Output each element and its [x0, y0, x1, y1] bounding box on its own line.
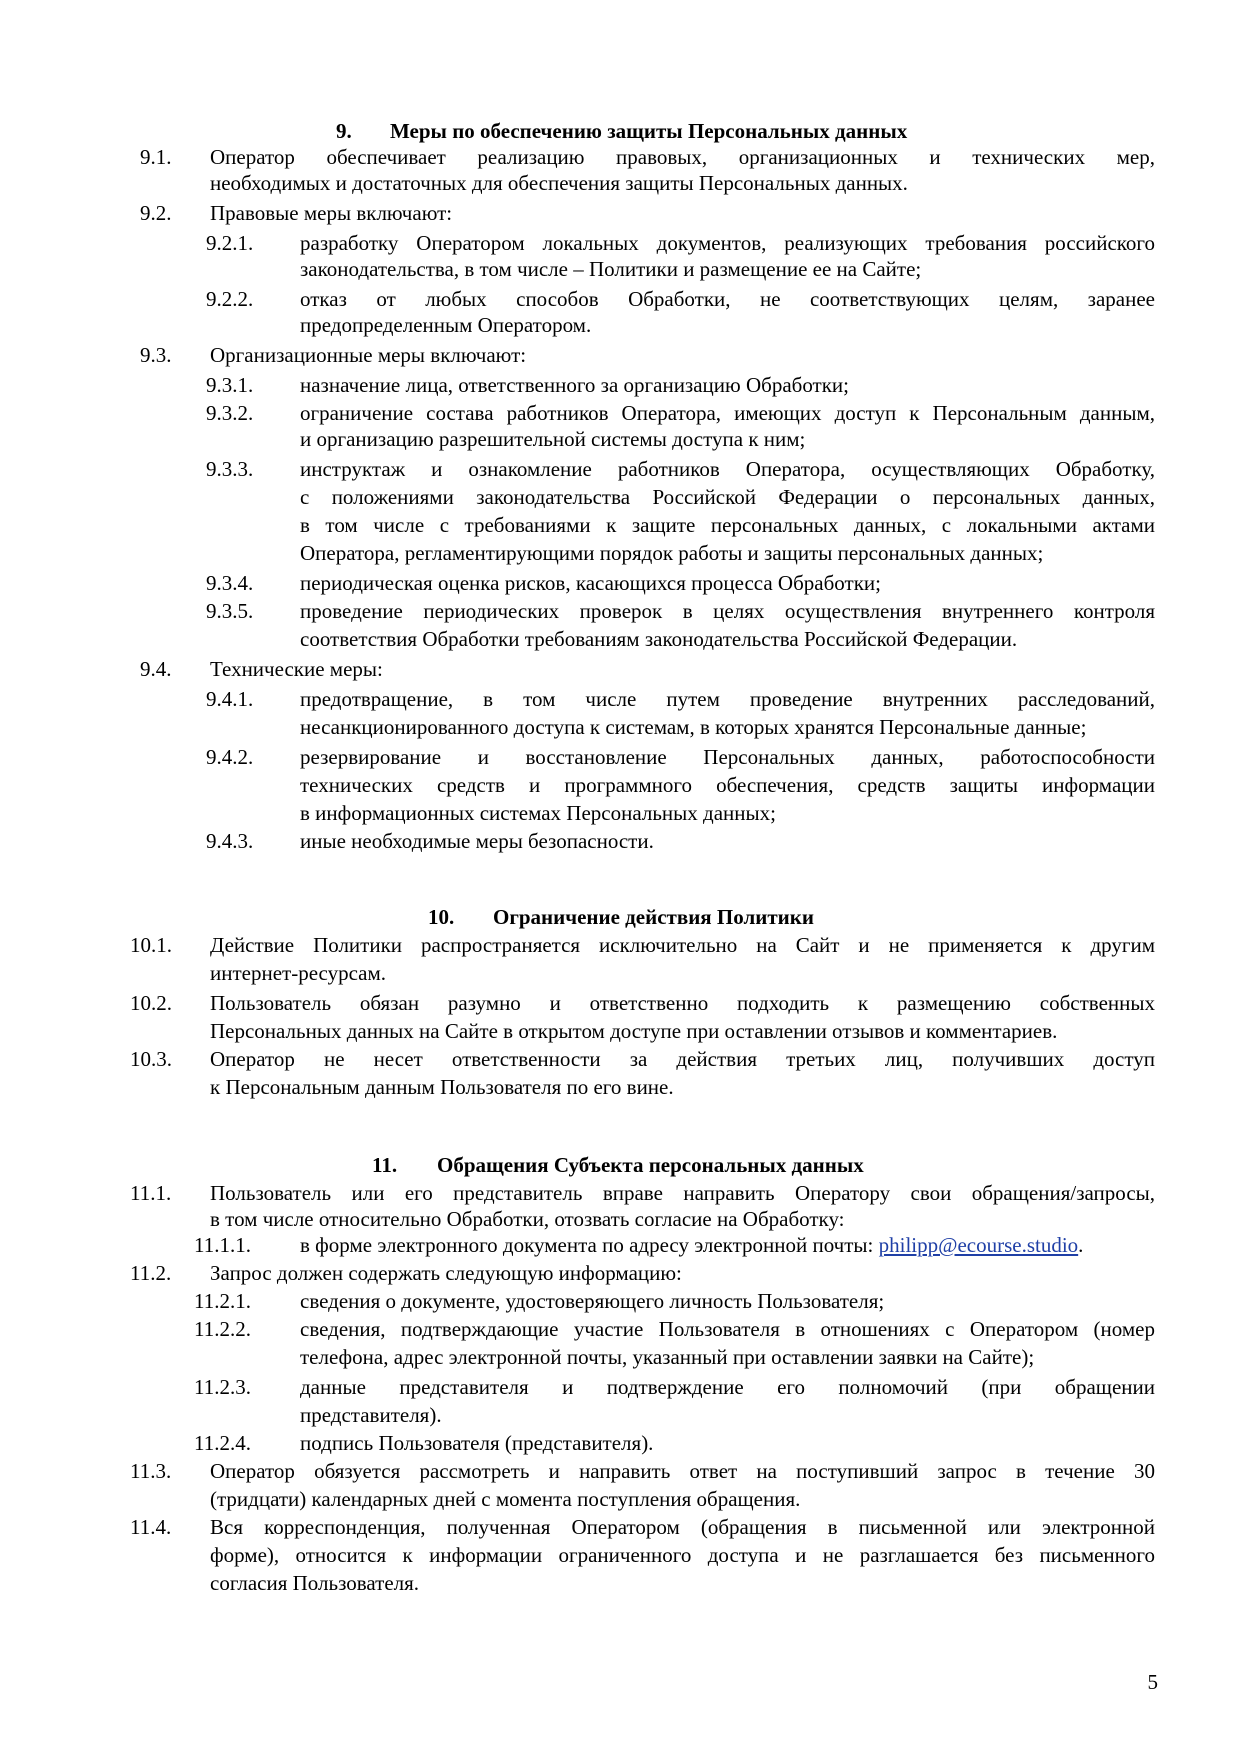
- clause-9-1: [0, 144, 1241, 170]
- clause-9-4-2: [0, 744, 1241, 770]
- clause-11-2-3-cont: [0, 1402, 1241, 1428]
- clause-9-2: [0, 200, 1241, 226]
- clause-text: Запрос должен содержать следующую информацию:: [210, 1261, 682, 1285]
- clause-text: Правовые меры включают:: [210, 201, 453, 225]
- clause-text: интернет-ресурсам.: [210, 961, 387, 985]
- clause-10-1-cont: [0, 960, 1241, 986]
- clause-number: 9.3.3.: [206, 457, 254, 481]
- clause-9-2-2-cont: [0, 312, 1241, 338]
- clause-text: Персональных данных на Сайте в открытом доступе при оставлении отзывов и комментариев.: [210, 1019, 1058, 1043]
- clause-11-2-2-cont: [0, 1344, 1241, 1370]
- clause-number: 11.3.: [130, 1459, 172, 1483]
- clause-text: периодическая оценка рисков, касающихся процесса Обработки;: [300, 571, 881, 595]
- clause-text: с положениями законодательства Российской Федерации о персональных данных,: [300, 485, 1155, 509]
- clause-11-3-cont: [0, 1486, 1241, 1512]
- email-link[interactable]: philipp@ecourse.studio: [878, 1233, 1079, 1257]
- clause-text: данные представителя и подтверждение его полномочий (при обращении: [300, 1375, 1155, 1399]
- section-number: 10.: [428, 905, 455, 929]
- clause-text: отказ от любых способов Обработки, не соответствующих целям, заранее: [300, 287, 1155, 311]
- clause-number: 9.4.2.: [206, 745, 254, 769]
- section-title: Обращения Субъекта персональных данных: [437, 1153, 864, 1177]
- clause-9-4-2-cont: [0, 800, 1241, 826]
- clause-10-2-cont: [0, 1018, 1241, 1044]
- clause-number: 9.1.: [140, 145, 172, 169]
- section-title: Меры по обеспечению защиты Персональных данных: [390, 119, 908, 143]
- clause-text: подпись Пользователя (представителя).: [300, 1431, 654, 1455]
- clause-text: предопределенным Оператором.: [300, 313, 592, 337]
- clause-text: Оператор не несет ответственности за действия третьих лиц, получивших доступ: [210, 1047, 1155, 1071]
- section-11-heading: [372, 1152, 864, 1178]
- clause-text: [300, 1232, 1155, 1258]
- clause-text: Пользователь или его представитель вправе направить Оператору свои обращения/запросы,: [210, 1181, 1155, 1205]
- clause-9-1-cont: [0, 170, 1241, 196]
- clause-9-4-1-cont: [0, 714, 1241, 740]
- clause-text: резервирование и восстановление Персональных данных, работоспособности: [300, 745, 1155, 769]
- section-9-heading: [336, 118, 907, 144]
- clause-text: в том числе с требованиями к защите персональных данных, с локальными актами: [300, 513, 1155, 537]
- clause-text: Организационные меры включают:: [210, 343, 527, 367]
- clause-11-1: [0, 1180, 1241, 1206]
- clause-number: 11.2.: [130, 1261, 172, 1285]
- clause-number: 10.3.: [130, 1047, 172, 1071]
- clause-text: согласия Пользователя.: [210, 1571, 420, 1595]
- clause-11-2-2: [0, 1316, 1241, 1342]
- clause-10-3-cont: [0, 1074, 1241, 1100]
- clause-number: 9.2.: [140, 201, 172, 225]
- clause-number: 9.3.4.: [206, 571, 254, 595]
- clause-11-2: [0, 1260, 1241, 1286]
- section-title: Ограничение действия Политики: [493, 905, 814, 929]
- clause-11-3: [0, 1458, 1241, 1484]
- section-number: 9.: [336, 119, 352, 143]
- clause-text: законодательства, в том числе – Политики и размещение ее на Сайте;: [300, 257, 922, 281]
- clause-text: разработку Оператором локальных документов, реализующих требования российского: [300, 231, 1155, 255]
- clause-10-3: [0, 1046, 1241, 1072]
- clause-number: 11.2.1.: [194, 1289, 251, 1313]
- clause-9-3-2: [0, 400, 1241, 426]
- clause-text: инструктаж и ознакомление работников Оператора, осуществляющих Обработку,: [300, 457, 1155, 481]
- clause-number: 10.1.: [130, 933, 172, 957]
- clause-10-2: [0, 990, 1241, 1016]
- clause-11-4-cont: [0, 1570, 1241, 1596]
- clause-9-3-1: [0, 372, 1241, 398]
- clause-9-3-3: [0, 456, 1241, 482]
- clause-9-3: [0, 342, 1241, 368]
- clause-text: назначение лица, ответственного за организацию Обработки;: [300, 373, 849, 397]
- clause-text: представителя).: [300, 1403, 442, 1427]
- clause-11-4-cont: [0, 1542, 1241, 1568]
- clause-text: и организацию разрешительной системы доступа к ним;: [300, 427, 806, 451]
- clause-number: 11.2.2.: [194, 1317, 251, 1341]
- clause-text: ограничение состава работников Оператора, имеющих доступ к Персональным данным,: [300, 401, 1155, 425]
- clause-9-2-2: [0, 286, 1241, 312]
- clause-text-lead: в форме электронного документа по адресу электронной почты:: [300, 1233, 879, 1257]
- clause-number: 9.3.5.: [206, 599, 254, 623]
- clause-text: иные необходимые меры безопасности.: [300, 829, 654, 853]
- clause-number: 11.4.: [130, 1515, 172, 1539]
- clause-9-2-1-cont: [0, 256, 1241, 282]
- clause-text: Оператора, регламентирующими порядок работы и защиты персональных данных;: [300, 541, 1044, 565]
- clause-text: предотвращение, в том числе путем проведение внутренних расследований,: [300, 687, 1155, 711]
- clause-text: телефона, адрес электронной почты, указанный при оставлении заявки на Сайте);: [300, 1345, 1035, 1369]
- clause-number: 11.1.: [130, 1181, 172, 1205]
- clause-number: 9.3.2.: [206, 401, 254, 425]
- section-10-heading: [428, 904, 814, 930]
- clause-number: 11.1.1.: [194, 1233, 251, 1257]
- clause-10-1: [0, 932, 1241, 958]
- clause-9-2-1: [0, 230, 1241, 256]
- clause-text: Оператор обязуется рассмотреть и направить ответ на поступивший запрос в течение 30: [210, 1459, 1155, 1483]
- clause-9-3-3-cont: [0, 540, 1241, 566]
- clause-number: 9.4.1.: [206, 687, 254, 711]
- clause-text: в информационных системах Персональных данных;: [300, 801, 776, 825]
- clause-text: необходимых и достаточных для обеспечения защиты Персональных данных.: [210, 171, 908, 195]
- clause-9-4-1: [0, 686, 1241, 712]
- clause-text: сведения, подтверждающие участие Пользователя в отношениях с Оператором (номер: [300, 1317, 1155, 1341]
- clause-text: технических средств и программного обеспечения, средств защиты информации: [300, 773, 1155, 797]
- clause-number: 9.2.1.: [206, 231, 254, 255]
- clause-number: 9.2.2.: [206, 287, 254, 311]
- clause-9-3-5: [0, 598, 1241, 624]
- clause-9-3-3-cont: [0, 484, 1241, 510]
- clause-text: Действие Политики распространяется исключительно на Сайт и не применяется к другим: [210, 933, 1155, 957]
- clause-9-4: [0, 656, 1241, 682]
- clause-9-4-3: [0, 828, 1241, 854]
- clause-9-3-2-cont: [0, 426, 1241, 452]
- clause-text: несанкционированного доступа к системам, в которых хранятся Персональные данные;: [300, 715, 1087, 739]
- clause-number: 9.3.1.: [206, 373, 254, 397]
- clause-text: соответствия Обработки требованиям законодательства Российской Федерации.: [300, 627, 1018, 651]
- page-number: 5: [1147, 1670, 1158, 1694]
- clause-number: 11.2.4.: [194, 1431, 251, 1455]
- clause-number: 9.3.: [140, 343, 172, 367]
- clause-11-2-1: [0, 1288, 1241, 1314]
- clause-11-1-cont: [0, 1206, 1241, 1232]
- clause-text: к Персональным данным Пользователя по его вине.: [210, 1075, 674, 1099]
- clause-number: 9.4.3.: [206, 829, 254, 853]
- clause-11-2-4: [0, 1430, 1241, 1456]
- clause-9-4-2-cont: [0, 772, 1241, 798]
- clause-text-tail: .: [1078, 1233, 1084, 1257]
- clause-text: проведение периодических проверок в целях осуществления внутреннего контроля: [300, 599, 1155, 623]
- clause-text: Оператор обеспечивает реализацию правовых, организационных и технических мер,: [210, 145, 1155, 169]
- clause-9-3-3-cont: [0, 512, 1241, 538]
- clause-text: форме), относится к информации ограниченного доступа и не разглашается без письменного: [210, 1543, 1155, 1567]
- clause-9-3-5-cont: [0, 626, 1241, 652]
- clause-number: 10.2.: [130, 991, 172, 1015]
- clause-number: 11.2.3.: [194, 1375, 251, 1399]
- clause-text: в том числе относительно Обработки, отозвать согласие на Обработку:: [210, 1207, 845, 1231]
- clause-9-3-4: [0, 570, 1241, 596]
- clause-text: Вся корреспонденция, полученная Оператором (обращения в письменной или электронной: [210, 1515, 1155, 1539]
- clause-text: Пользователь обязан разумно и ответственно подходить к размещению собственных: [210, 991, 1155, 1015]
- clause-text: Технические меры:: [210, 657, 383, 681]
- clause-11-2-3: [0, 1374, 1241, 1400]
- clause-11-1-1: [0, 1232, 1241, 1258]
- section-number: 11.: [372, 1153, 398, 1177]
- clause-text: сведения о документе, удостоверяющего личность Пользователя;: [300, 1289, 885, 1313]
- clause-number: 9.4.: [140, 657, 172, 681]
- clause-11-4: [0, 1514, 1241, 1540]
- clause-text: (тридцати) календарных дней с момента поступления обращения.: [210, 1487, 801, 1511]
